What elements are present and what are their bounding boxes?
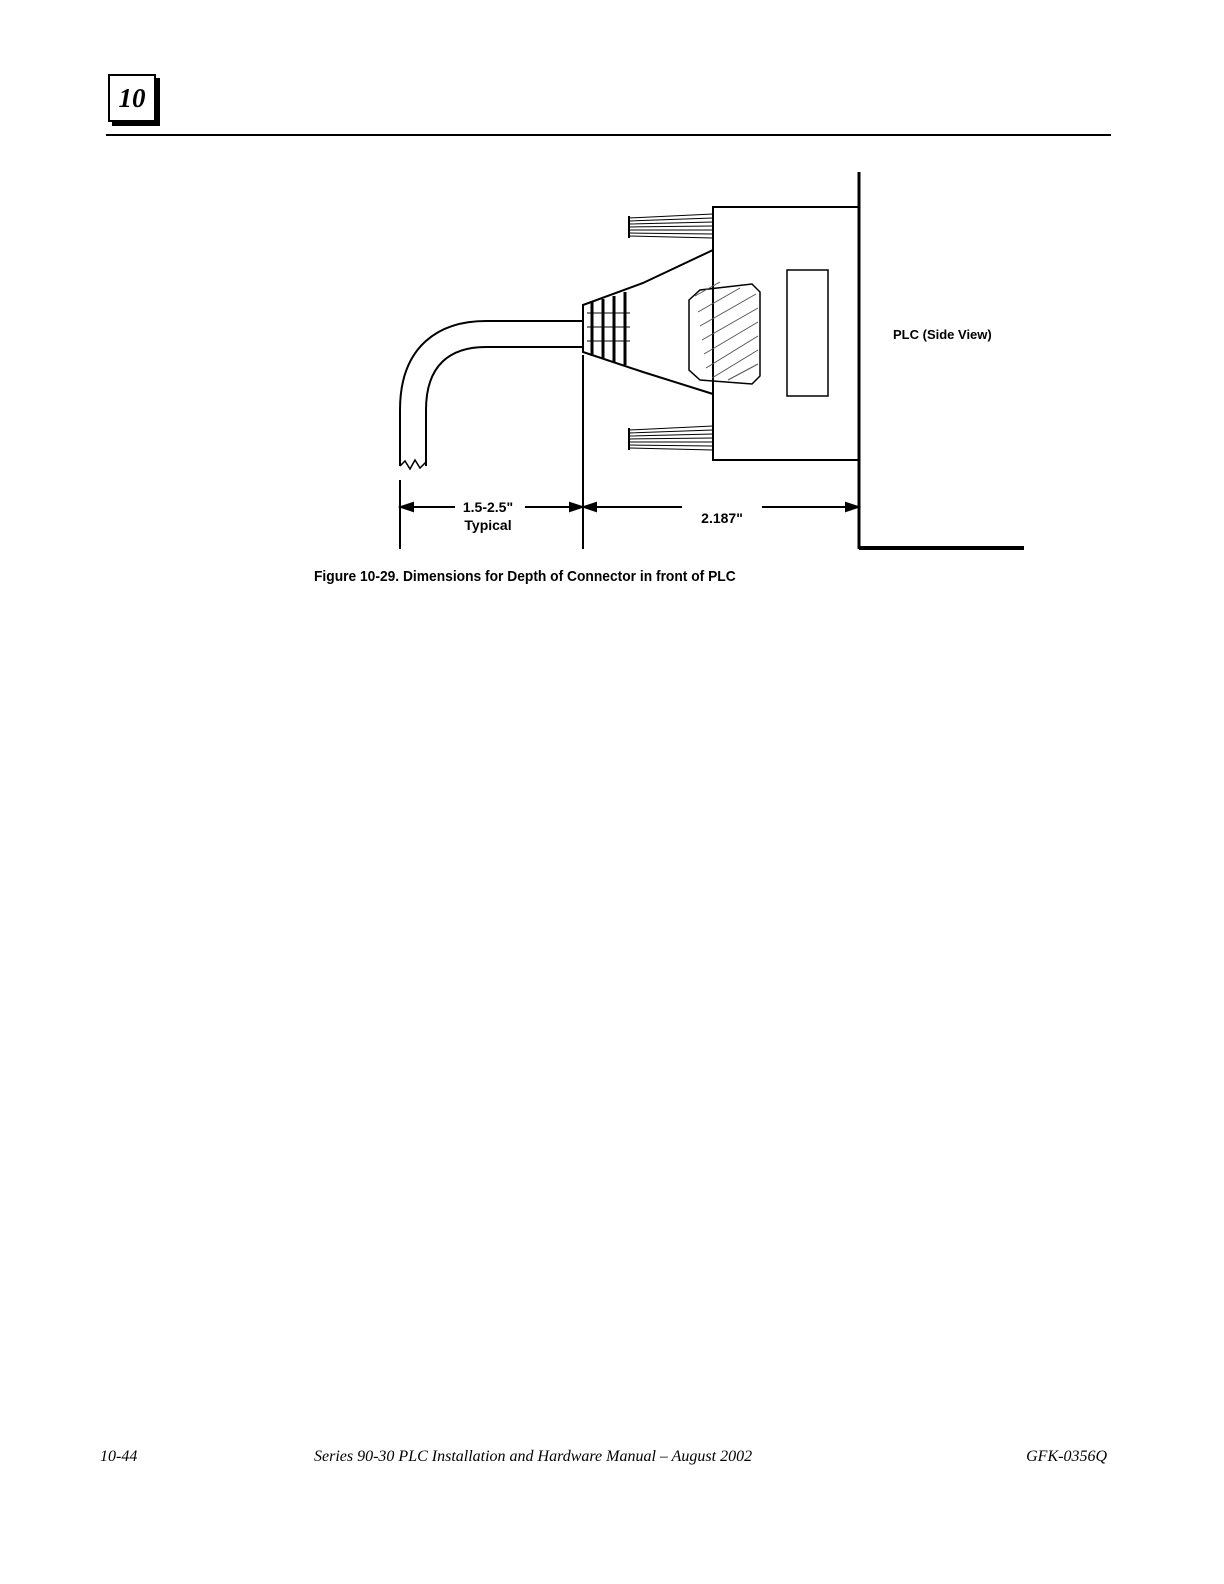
dimension-left-value: 1.5-2.5" [462,499,514,515]
footer-manual-title: Series 90-30 PLC Installation and Hardware Manual – August 2002 [314,1448,753,1465]
dimension-left-note: Typical [464,517,512,533]
chapter-number: 10 [118,82,146,113]
strain-relief-ribs [592,292,625,365]
shell-hatching [695,282,758,380]
lower-thumbscrew [629,426,713,450]
footer-page-number: 10-44 [100,1448,138,1465]
cable [400,321,583,469]
figure-caption: Figure 10-29. Dimensions for Depth of Connector in front of PLC [314,568,736,585]
connector-depth-diagram [0,0,1224,620]
footer-doc-code: GFK-0356Q [1026,1448,1107,1465]
plc-side-view-label: PLC (Side View) [893,327,992,342]
dimension-right-value: 2.187" [701,510,743,526]
connector-window [787,270,828,396]
connector-body [713,207,859,460]
upper-thumbscrew [629,214,713,238]
